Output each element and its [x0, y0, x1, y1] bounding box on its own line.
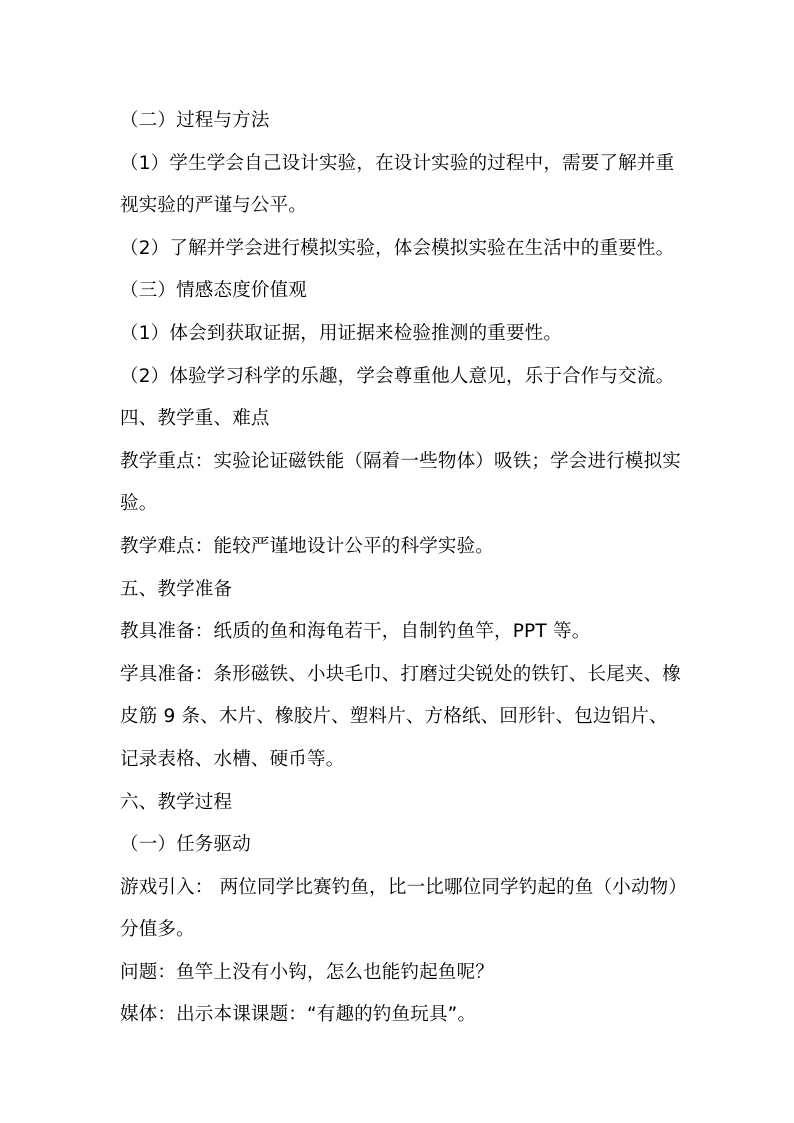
paragraph-line: 教学难点：能较严谨地设计公平的科学实验。	[120, 535, 495, 557]
section-heading-key-points: 四、教学重、难点	[120, 408, 270, 430]
paragraph-line: 媒体：出示本课课题：“有趣的钓鱼玩具”。	[120, 1004, 477, 1026]
paragraph-line: （2）体验学习科学的乐趣，学会尊重他人意见，乐于合作与交流。	[120, 365, 675, 387]
paragraph-line: （1）学生学会自己设计实验，在设计实验的过程中，需要了解并重	[120, 152, 675, 174]
paragraph-line: 记录表格、水槽、硬币等。	[120, 748, 345, 770]
section-heading-preparation: 五、教学准备	[120, 578, 233, 600]
paragraph-line: （2）了解并学会进行模拟实验，体会模拟实验在生活中的重要性。	[120, 237, 675, 259]
subheading-process-methods: （二）过程与方法	[120, 110, 270, 131]
paragraph-line: 游戏引入： 两位同学比赛钓鱼，比一比哪位同学钓起的鱼（小动物）	[120, 876, 688, 898]
paragraph-line: 验。	[120, 493, 158, 515]
paragraph-line: 问题：鱼竿上没有小钩，怎么也能钓起鱼呢？	[120, 961, 495, 983]
subheading-attitudes-values: （三）情感态度价值观	[120, 280, 308, 302]
paragraph-line: 视实验的严谨与公平。	[120, 195, 308, 217]
paragraph-line: 教具准备：纸质的鱼和海龟若干，自制钓鱼竿，PPT 等。	[120, 621, 591, 643]
document-body	[120, 100, 688, 1037]
paragraph-line: 皮筋 9 条、木片、橡胶片、塑料片、方格纸、回形针、包边铝片、	[120, 706, 668, 728]
paragraph-line: 分值多。	[120, 919, 195, 941]
subheading-task-driven: （一）任务驱动	[120, 834, 251, 856]
paragraph-line: 学具准备：条形磁铁、小块毛巾、打磨过尖锐处的铁钉、长尾夹、橡	[120, 663, 682, 685]
paragraph-line: （1）体会到获取证据，用证据来检验推测的重要性。	[120, 322, 563, 344]
paragraph-line: 教学重点：实验论证磁铁能（隔着一些物体）吸铁；学会进行模拟实	[120, 450, 682, 472]
section-heading-teaching-process: 六、教学过程	[120, 791, 233, 813]
